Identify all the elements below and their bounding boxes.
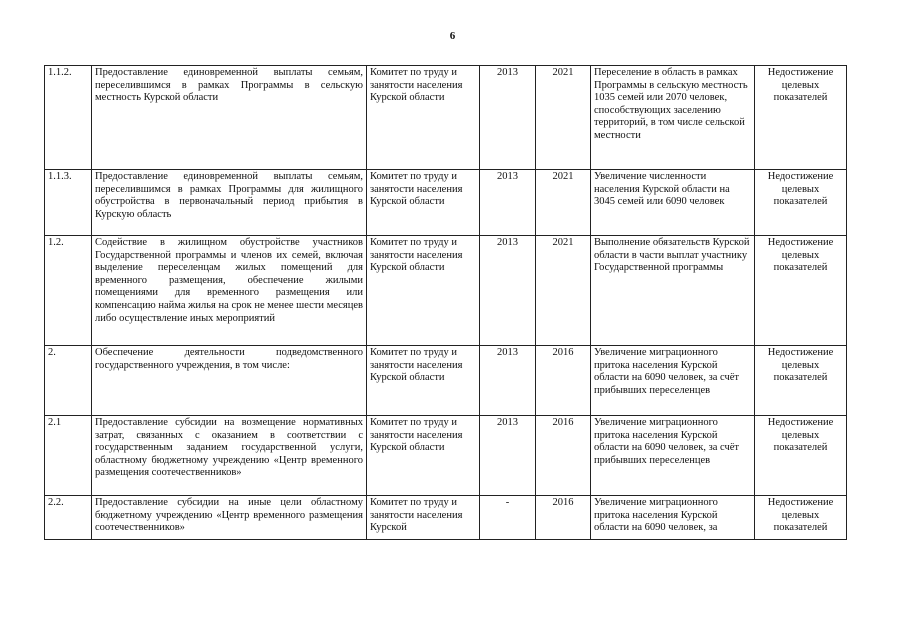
measure-end-year: 2016	[536, 346, 591, 416]
table-row	[45, 170, 847, 236]
measure-executor: Комитет по труду и занятости населения Курской области	[367, 416, 480, 496]
measure-number: 2.	[45, 346, 92, 416]
measure-start-year: 2013	[480, 236, 536, 346]
measure-number: 1.2.	[45, 236, 92, 346]
page-number: 6	[449, 30, 456, 42]
measure-risk: Недостижение целевых показателей	[755, 170, 847, 236]
measure-description: Предоставление единовременной выплаты семьям, переселившимся в рамках Программы в сельскую местность Курской области	[92, 66, 367, 170]
measure-number: 1.1.2.	[45, 66, 92, 170]
measure-end-year: 2016	[536, 496, 591, 540]
measure-end-year: 2016	[536, 416, 591, 496]
measure-expected-result: Увеличение миграционного притока населения Курской области на 6090 человек, за счёт прибывших переселенцев	[591, 416, 755, 496]
measure-expected-result: Увеличение миграционного притока населения Курской области на 6090 человек, за счёт прибывших переселенцев	[591, 346, 755, 416]
measure-number: 1.1.3.	[45, 170, 92, 236]
measure-start-year: 2013	[480, 66, 536, 170]
measure-end-year: 2021	[536, 170, 591, 236]
measure-risk: Недостижение целевых показателей	[755, 66, 847, 170]
measure-expected-result: Увеличение численности населения Курской области на 3045 семей или 6090 человек	[591, 170, 755, 236]
measure-start-year: 2013	[480, 170, 536, 236]
measure-number: 2.2.	[45, 496, 92, 540]
measure-expected-result: Увеличение миграционного притока населения Курской области на 6090 человек, за	[591, 496, 755, 540]
measure-start-year: -	[480, 496, 536, 540]
table-row	[45, 66, 847, 170]
measure-start-year: 2013	[480, 346, 536, 416]
measure-start-year: 2013	[480, 416, 536, 496]
measure-risk: Недостижение целевых показателей	[755, 346, 847, 416]
measure-risk: Недостижение целевых показателей	[755, 416, 847, 496]
measure-description: Предоставление субсидии на возмещение нормативных затрат, связанных с оказанием в соответствии с государственным заданием государственной услуги, областному бюджетному учреждению «Центр временного размещения соотечественников»	[92, 416, 367, 496]
measure-description: Обеспечение деятельности подведомственного государственного учреждения, в том числе:	[92, 346, 367, 416]
measure-risk: Недостижение целевых показателей	[755, 236, 847, 346]
table-row	[45, 496, 847, 540]
table-row	[45, 346, 847, 416]
table-row	[45, 236, 847, 346]
measure-executor: Комитет по труду и занятости населения Курской	[367, 496, 480, 540]
table-row	[45, 416, 847, 496]
measure-expected-result: Выполнение обязательств Курской области в части выплат участнику Государственной программы	[591, 236, 755, 346]
measure-end-year: 2021	[536, 66, 591, 170]
measure-end-year: 2021	[536, 236, 591, 346]
measure-executor: Комитет по труду и занятости населения Курской области	[367, 66, 480, 170]
program-measures-table	[44, 65, 847, 540]
measure-description: Содействие в жилищном обустройстве участников Государственной программы и членов их семей, включая выделение переселенцам жилых помещений для временного размещения, обеспечение жилыми помещениями для временного размещения или компенсацию найма жилья на срок не менее шести месяцев либо осуществление иных мероприятий	[92, 236, 367, 346]
measure-number: 2.1	[45, 416, 92, 496]
measure-description: Предоставление субсидии на иные цели областному бюджетному учреждению «Центр временного размещения соотечественников»	[92, 496, 367, 540]
measure-executor: Комитет по труду и занятости населения Курской области	[367, 346, 480, 416]
measure-expected-result: Переселение в область в рамках Программы в сельскую местность 1035 семей или 2070 человек, способствующих заселению территорий, в том числе сельской местности	[591, 66, 755, 170]
measure-executor: Комитет по труду и занятости населения Курской области	[367, 236, 480, 346]
measure-executor: Комитет по труду и занятости населения Курской области	[367, 170, 480, 236]
measure-risk: Недостижение целевых показателей	[755, 496, 847, 540]
measure-description: Предоставление единовременной выплаты семьям, переселившимся в рамках Программы для жилищного обустройства в первоначальный период прибытия в Курскую область	[92, 170, 367, 236]
